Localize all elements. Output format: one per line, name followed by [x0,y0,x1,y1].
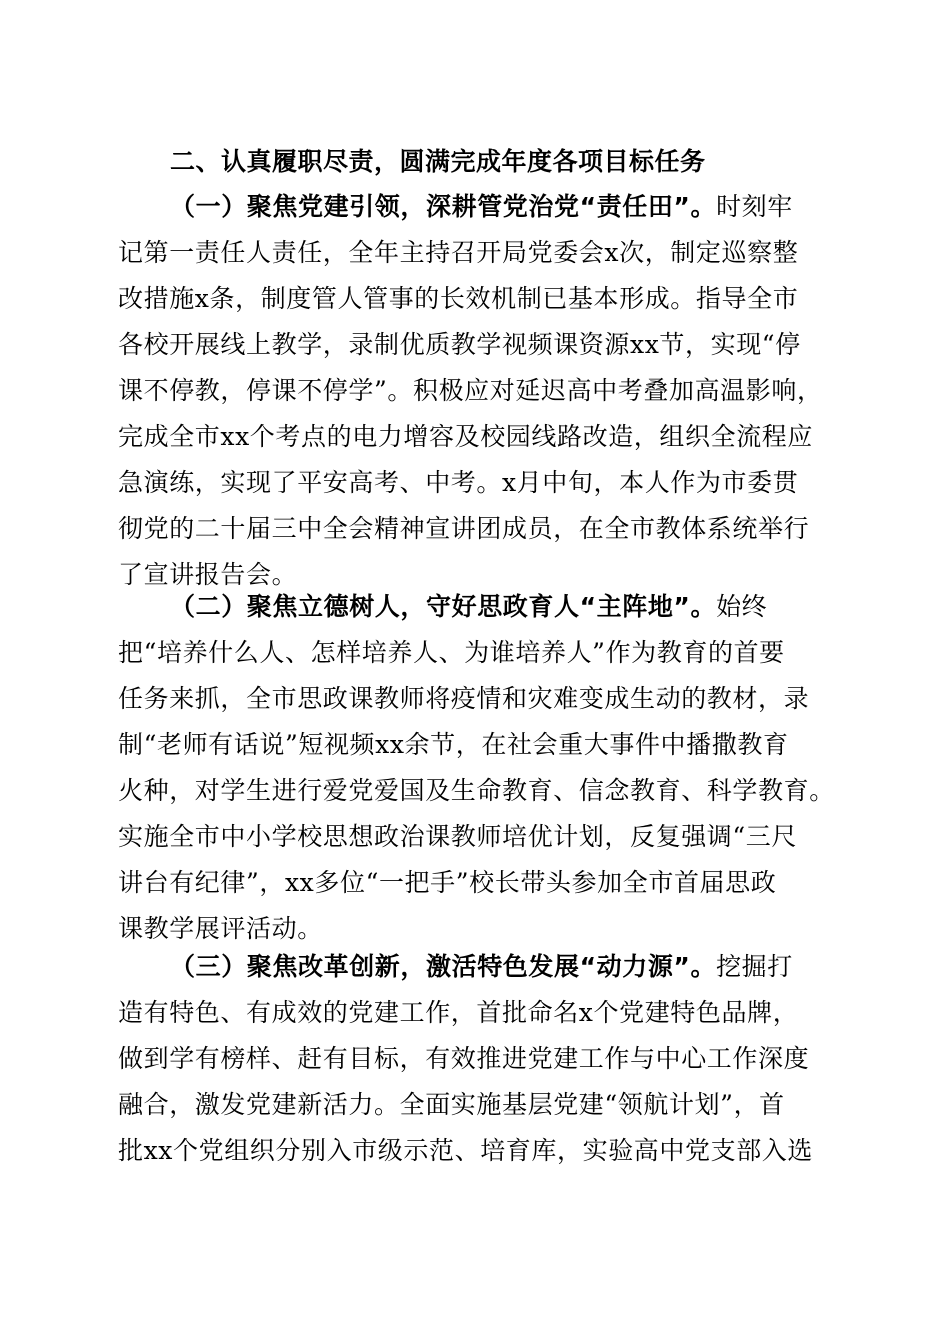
paragraph-line: 课不停教，停课不停学”。积极应对延迟高中考叠加高温影响， [118,376,823,405]
body-text: 时刻牢 [716,192,793,221]
paragraph-line: 了宣讲报告会。 [118,560,298,589]
paragraph-line: 做到学有榜样、赶有目标，有效推进党建工作与中心工作深度 [118,1044,810,1073]
paragraph-1 [118,184,838,598]
paragraph-3 [118,944,838,1174]
paragraph-line: 记第一责任人责任，全年主持召开局党委会x次，制定巡察整 [118,238,799,267]
paragraph-line: 造有特色、有成效的党建工作，首批命名x个党建特色品牌， [118,998,799,1027]
paragraph-line: 批xx个党组织分别入市级示范、培育库，实验高中党支部入选 [118,1136,814,1165]
paragraph-line: 任务来抓，全市思政课教师将疫情和灾难变成生动的教材，录 [118,684,810,713]
paragraph-line: 急演练，实现了平安高考、中考。x月中旬，本人作为市委贯 [118,468,799,497]
subheading: （一）聚焦党建引领，深耕管党治党“责任田”。 [170,192,717,221]
paragraph-line [118,184,838,230]
paragraph-line: 讲台有纪律”，xx多位“一把手”校长带头参加全市首届思政 [118,868,777,897]
paragraph-line: 融合，激发党建新活力。全面实施基层党建“领航计划”，首 [118,1090,785,1119]
paragraph-line: 各校开展线上教学，录制优质教学视频课资源xx节，实现“停 [118,330,801,359]
paragraph-line [118,584,838,630]
subheading: （三）聚焦改革创新，激活特色发展“动力源”。 [170,952,717,981]
paragraph-line: 制“老师有话说”短视频xx余节，在社会重大事件中播撒教育 [118,730,789,759]
section-heading: 二、认真履职尽责，圆满完成年度各项目标任务 [170,147,706,176]
paragraph-line: 火种，对学生进行爱党爱国及生命教育、信念教育、科学教育。 [118,776,835,805]
body-text: 始终 [716,592,768,621]
paragraph-line: 改措施x条，制度管人管事的长效机制已基本形成。指导全市 [118,284,799,313]
paragraph-line: 实施全市中小学校思想政治课教师培优计划，反复强调“三尺 [118,822,797,851]
paragraph-line: 把“培养什么人、怎样培养人、为谁培养人”作为教育的首要 [118,638,785,667]
paragraph-line [118,944,838,990]
paragraph-line: 课教学展评活动。 [118,914,323,943]
paragraph-line: 彻党的二十届三中全会精神宣讲团成员，在全市教体系统举行 [118,514,810,543]
subheading: （二）聚焦立德树人，守好思政育人“主阵地”。 [170,592,717,621]
paragraph-line: 完成全市xx个考点的电力增容及校园线路改造，组织全流程应 [118,422,814,451]
paragraph-2 [118,584,838,952]
body-text: 挖掘打 [716,952,793,981]
